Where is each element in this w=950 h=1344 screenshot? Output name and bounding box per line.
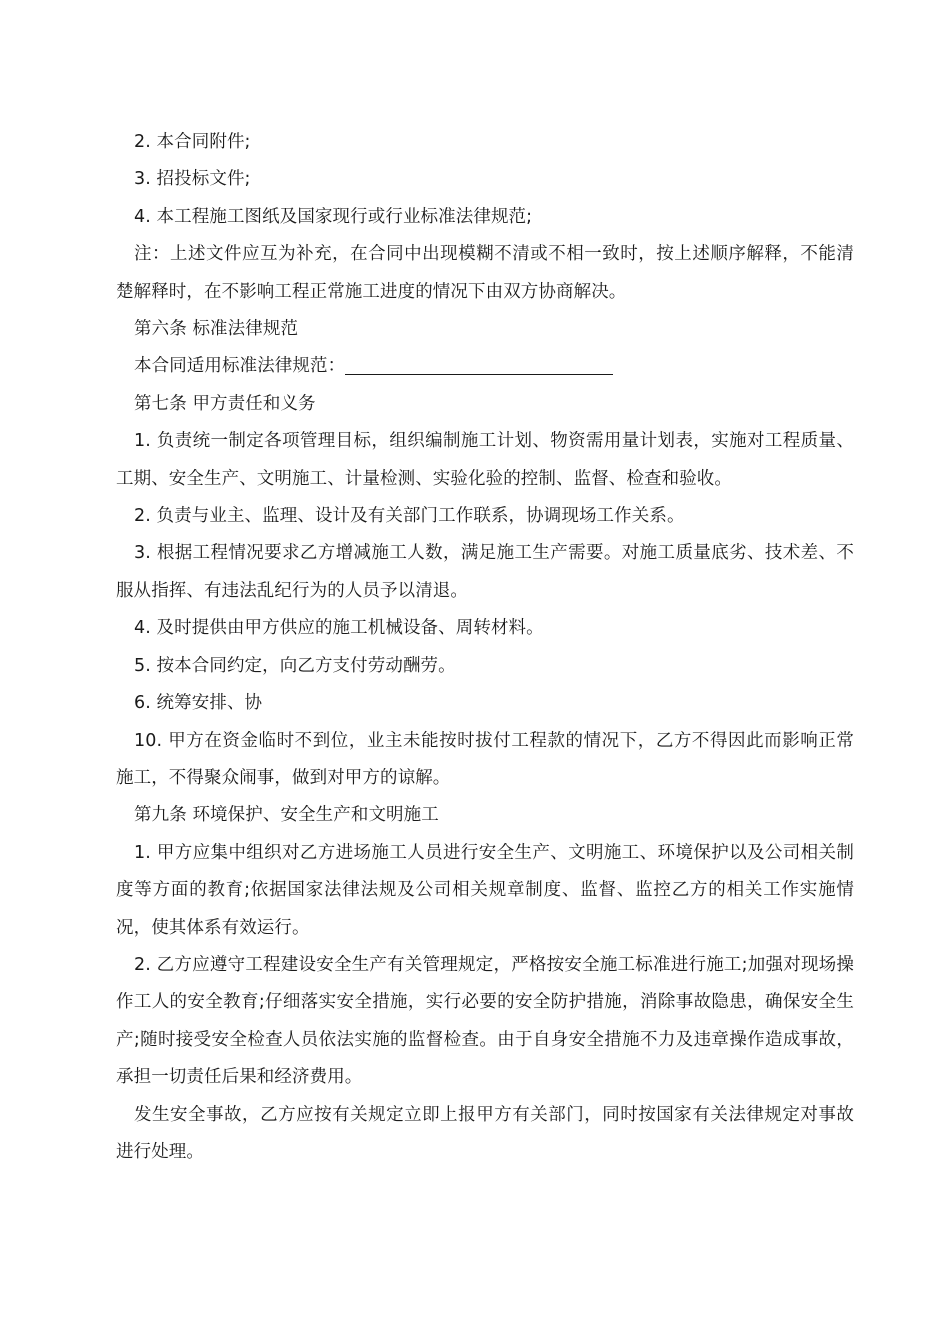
paragraph-drawings: 4. 本工程施工图纸及国家现行或行业标准法律规范; — [134, 206, 533, 227]
paragraph-party-a-2: 2. 负责与业主、监理、设计及有关部门工作联系，协调现场工作关系。 — [134, 506, 685, 527]
paragraph-party-a-5: 5. 按本合同约定，向乙方支付劳动酬劳。 — [134, 655, 456, 676]
paragraph-tender-docs: 3. 招投标文件; — [134, 169, 251, 190]
heading-article-9: 第九条 环境保护、安全生产和文明施工 — [134, 805, 439, 826]
paragraph-safety-1: 1. 甲方应集中组织对乙方进场施工人员进行安全生产、文明施工、环境保护以及公司相关制度等方面的教育;依据国家法律法规及公司相关规章制度、监督、监控乙方的相关工作实施情况，使其体系有效运行。 — [116, 842, 854, 938]
paragraph-party-a-1: 1. 负责统一制定各项管理目标，组织编制施工计划、物资需用量计划表，实施对工程质量、工期、安全生产、文明施工、计量检测、实验化验的控制、监督、检查和验收。 — [116, 431, 854, 489]
paragraph-party-a-3: 3. 根据工程情况要求乙方增减施工人数，满足施工生产需要。对施工质量底劣、技术差、不服从指挥、有违法乱纪行为的人员予以清退。 — [116, 543, 854, 601]
paragraph-annex: 2. 本合同附件; — [134, 132, 251, 152]
paragraph-accident: 发生安全事故，乙方应按有关规定立即上报甲方有关部门，同时按国家有关法律规定对事故进行处理。 — [116, 1104, 854, 1162]
paragraph-safety-2: 2. 乙方应遵守工程建设安全生产有关管理规定，严格按安全施工标准进行施工;加强对现场操作工人的安全教育;仔细落实安全措施，实行必要的安全防护措施，消除事故隐患，确保安全生产;随时接受安全检查人员依法实施的监督检查。由于自身安全措施不力及违章操作造成事故，承担一切责任后果和经济费用。 — [116, 954, 854, 1088]
paragraph-party-a-6: 6. 统筹安排、协 — [134, 693, 263, 714]
paragraph-note: 注：上述文件应互为补充，在合同中出现模糊不清或不相一致时，按上述顺序解释，不能清楚解释时，在不影响工程正常施工进度的情况下由双方协商解决。 — [116, 244, 854, 302]
applicable-standards-label: 本合同适用标准法律规范： — [134, 356, 346, 377]
document-body — [116, 124, 854, 1171]
fill-in-blank — [345, 354, 613, 375]
heading-article-6: 第六条 标准法律规范 — [134, 319, 299, 340]
paragraph-party-a-10: 10. 甲方在资金临时不到位，业主未能按时拔付工程款的情况下，乙方不得因此而影响正常施工，不得聚众闹事，做到对甲方的谅解。 — [116, 730, 854, 788]
paragraph-party-a-4: 4. 及时提供由甲方供应的施工机械设备、周转材料。 — [134, 618, 544, 639]
paragraph-applicable-standards — [116, 348, 854, 385]
heading-article-7: 第七条 甲方责任和义务 — [134, 393, 316, 414]
